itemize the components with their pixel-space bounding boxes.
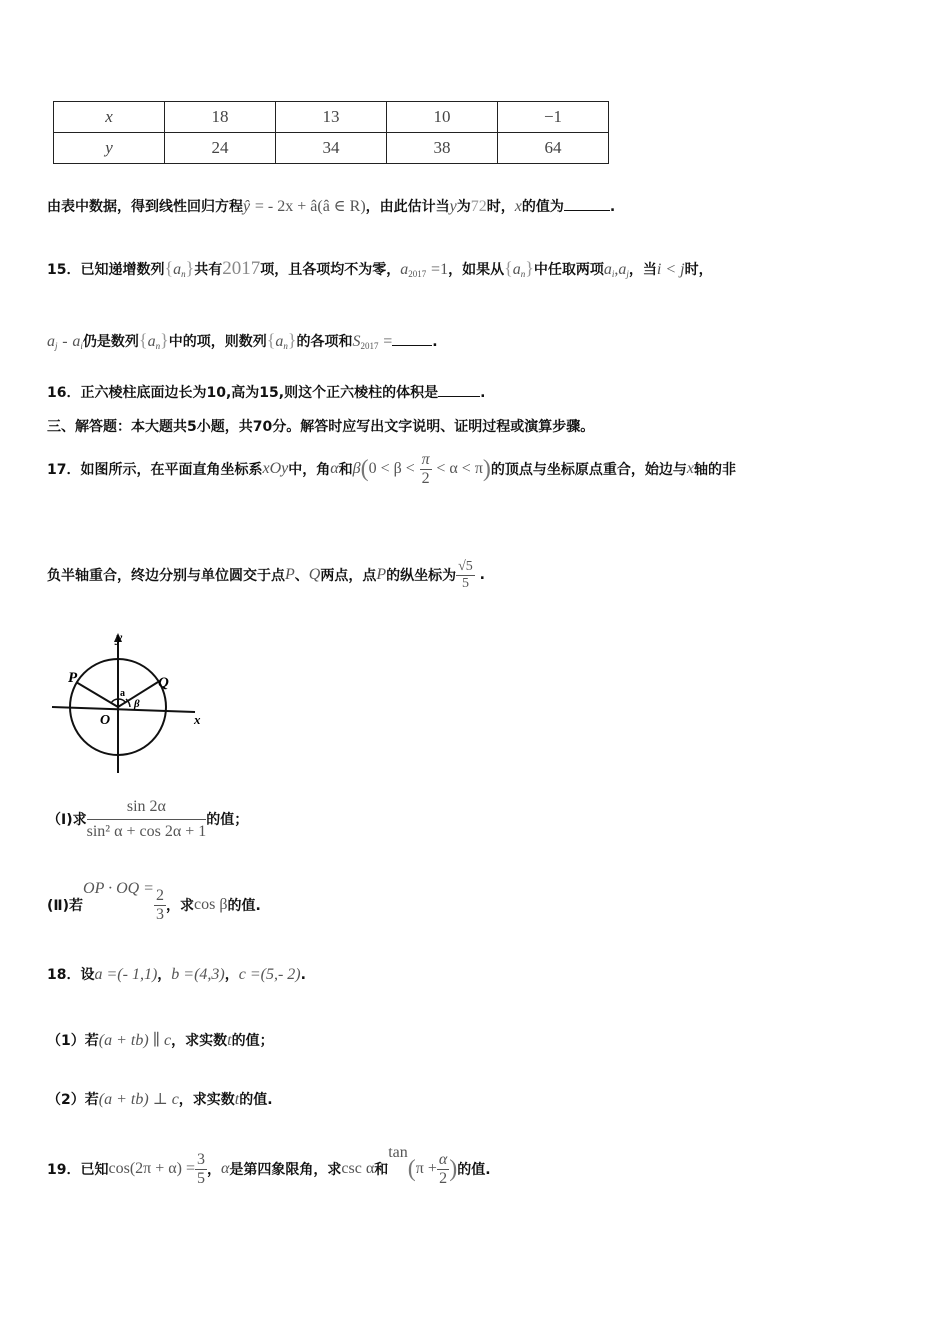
section-heading: 三、解答题：本大题共5小题，共70分。解答时应写出文字说明、证明过程或演算步骤。 (47, 419, 595, 435)
unit-circle-figure (50, 630, 210, 778)
table-cell: 18 (165, 102, 276, 133)
question-14-text: 由表中数据，得到线性回归方程ŷ = - 2x + â(â ∈ R)，由此估计当y为72时，x的值为 . (47, 198, 616, 215)
answer-blank[interactable] (392, 345, 432, 346)
question-17-part-2: (Ⅱ)若 OP · OQ = $\frac{2}{3}$ ，求 cos β 的值. (47, 880, 261, 923)
table-row (54, 102, 609, 133)
table-header-x: x (54, 102, 165, 133)
table-cell: 34 (276, 133, 387, 164)
question-16: 16．正六棱柱底面边长为10,高为15,则这个正六棱柱的体积是 . (47, 385, 486, 401)
question-15-line-2: $a_j - a_i$仍是数列$\{a_n\}$中的项，则数列$\{a_n\}$的各项和$S_{2017}$ = . (47, 330, 438, 351)
x-axis (52, 707, 195, 712)
table-cell: 38 (387, 133, 498, 164)
table-cell: 24 (165, 133, 276, 164)
part-1-fraction: $\frac{\sin 2\alpha}{\text{sin² α + cos 2α + 1}}$ (86, 797, 207, 840)
sqrt5-over-5: $\frac{√5}{5}$ (458, 559, 473, 591)
question-18: 18．设a =(- 1,1)，b =(4,3)，c =(5,- 2). (47, 966, 306, 983)
table-cell: 64 (498, 133, 609, 164)
question-17-line-2: 负半轴重合，终边分别与单位圆交于点 P 、 Q 两点，点 P 的纵坐标为 $\frac{√5}{5}$ . (47, 559, 485, 591)
table-cell: 10 (387, 102, 498, 133)
table-row (54, 133, 609, 164)
table-header-y: y (54, 133, 165, 164)
table-cell: 13 (276, 102, 387, 133)
answer-blank[interactable] (564, 210, 610, 211)
question-18-part-2: （2）若(a + tb) ⊥ c，求实数t的值. (47, 1091, 273, 1108)
question-18-part-1: （1）若(a + tb) ∥ c，求实数t的值； (47, 1032, 274, 1049)
table-cell: −1 (498, 102, 609, 133)
label-q: Q (158, 675, 169, 691)
label-x: x (194, 712, 201, 727)
label-o: O (100, 713, 111, 728)
question-19: 19．已知 cos(2π + α) = $\frac{3}{5}$ ， α 是第四象限角，求 csc α 和 tan ( π + $\frac{\alpha}{2}$ ) 的值. (47, 1144, 491, 1187)
label-p: P (68, 670, 78, 686)
two-thirds: $\frac{2}{3}$ (155, 886, 164, 923)
three-fifths: $\frac{3}{5}$ (196, 1150, 205, 1187)
pi-over-2: $\frac{\pi}{2}$ (421, 450, 430, 487)
answer-blank[interactable] (438, 396, 480, 397)
question-15-line-1: 15．已知递增数列$\{a_n\}$共有2017项，且各项均不为零，$a_{2017} =1$，如果从$\{a_n\}$中任取两项$a_i,a_j$，当i < j时， (47, 258, 713, 279)
label-alpha: a (120, 688, 125, 699)
question-17-part-1: （Ⅰ)求 $\frac{\sin 2\alpha}{\text{sin² α + cos 2α + 1}}$ 的值； (47, 797, 249, 840)
data-table (53, 101, 609, 164)
question-17-line-1: 17．如图所示，在平面直角坐标系 xOy 中，角 α 和 β ( 0 < β < $\frac{\pi}{2}$ < α < π ) 的顶点与坐标原点重合，始边与 x 轴的非 (47, 450, 737, 487)
label-beta: β (134, 698, 140, 710)
label-y: y (116, 631, 123, 646)
alpha-over-2: $\frac{\alpha}{2}$ (438, 1150, 448, 1187)
